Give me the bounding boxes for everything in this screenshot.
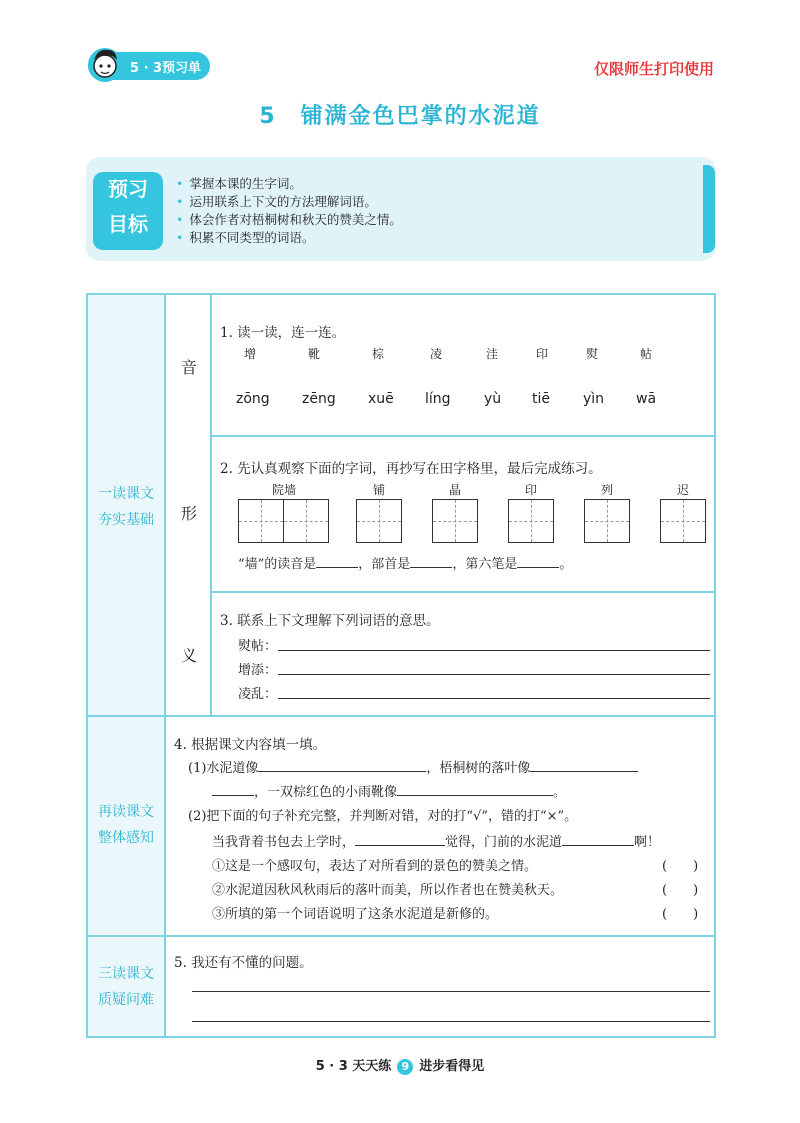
- q2-text-b: ，部首是: [358, 557, 411, 572]
- q1-prompt: 1. 读一读，连一连。: [220, 325, 346, 341]
- q1-pinyin[interactable]: xuē: [368, 391, 394, 407]
- answer-blank[interactable]: [316, 553, 358, 568]
- q2-text-d: 。: [559, 557, 573, 572]
- judge-answer-paren[interactable]: ( ): [662, 883, 699, 898]
- section-1-label: [88, 481, 164, 533]
- sub-label-form: 形: [180, 504, 197, 523]
- q1-char[interactable]: 印: [536, 347, 549, 361]
- goals-badge-line2: 目标: [108, 212, 148, 236]
- judge-answer-paren[interactable]: ( ): [662, 859, 699, 874]
- q3-term: 凌乱：: [238, 687, 278, 702]
- section-sidebar: [88, 295, 164, 1036]
- q1-pinyin[interactable]: líng: [425, 391, 451, 407]
- q1-pinyin[interactable]: zōng: [236, 391, 270, 407]
- mascot-icon: [86, 44, 124, 84]
- q2-sentence: [238, 553, 572, 572]
- answer-line[interactable]: [192, 991, 710, 992]
- answer-line[interactable]: [192, 1021, 710, 1022]
- footer-left: 5 · 3 天天练: [315, 1059, 392, 1074]
- print-restriction-notice: 仅限师生打印使用: [593, 60, 714, 78]
- q1-char[interactable]: 凌: [430, 347, 443, 361]
- section-3-label: [88, 961, 164, 1013]
- q1-char[interactable]: 增: [244, 347, 257, 361]
- tianzi-word: 院墙: [271, 483, 296, 497]
- tianzi-word: 铺: [372, 483, 385, 497]
- tianzi-word: 列: [600, 483, 613, 497]
- q3-term: 熨帖：: [238, 639, 278, 654]
- goal-item: • 掌握本课的生字词。: [176, 175, 402, 193]
- section-1-line2: 夯实基础: [98, 512, 154, 528]
- tianzi-grid-cell[interactable]: [584, 499, 630, 543]
- q1-char[interactable]: 熨: [586, 347, 599, 361]
- goal-item: • 运用联系上下文的方法理解词语。: [176, 193, 402, 211]
- tianzi-word: 晶: [448, 483, 461, 497]
- answer-line[interactable]: [278, 698, 710, 699]
- q4-judge-statement: ①这是一个感叹句，表达了对所看到的景色的赞美之情。: [212, 859, 538, 874]
- q5-prompt: 5. 我还有不懂的问题。: [174, 955, 313, 971]
- q1-char[interactable]: 洼: [486, 347, 499, 361]
- q4-part2-prompt: (2)把下面的句子补充完整，并判断对错，对的打“√”，错的打“×”。: [188, 809, 578, 824]
- answer-blank[interactable]: [258, 757, 426, 772]
- tianzi-grid-cell[interactable]: [238, 499, 284, 543]
- answer-line[interactable]: [278, 674, 710, 675]
- q4-judge-statement: ②水泥道因秋风秋雨后的落叶而美，所以作者也在赞美秋天。: [212, 883, 564, 898]
- section-3-line2: 质疑问难: [98, 992, 154, 1008]
- footer-right: 进步看得见: [419, 1059, 485, 1074]
- goals-badge: [93, 172, 163, 250]
- exercise-table: [86, 293, 716, 1038]
- tianzi-grid-cell[interactable]: [356, 499, 402, 543]
- section-2-line1: 再读课文: [98, 804, 154, 820]
- q4-part1-line1: [188, 757, 638, 776]
- tianzi-grid-cell[interactable]: [283, 499, 329, 543]
- q1-char[interactable]: 棕: [372, 347, 385, 361]
- answer-line[interactable]: [278, 650, 710, 651]
- q4-prompt: 4. 根据课文内容填一填。: [174, 737, 327, 753]
- section-1-line1: 一读课文: [98, 486, 154, 502]
- q1-pinyin[interactable]: zēng: [302, 391, 336, 407]
- q1-pinyin[interactable]: tiē: [532, 391, 550, 407]
- q2-prompt: 2. 先认真观察下面的字词，再抄写在田字格里，最后完成练习。: [220, 461, 602, 477]
- answer-blank[interactable]: [517, 553, 559, 568]
- q4-text: (1)水泥道像: [188, 761, 259, 776]
- q4-text: 啊！: [634, 835, 661, 850]
- tianzi-grid-cell[interactable]: [432, 499, 478, 543]
- q4-text: 。: [553, 785, 567, 800]
- answer-blank[interactable]: [410, 553, 452, 568]
- lesson-title: 5 铺满金色巴掌的水泥道: [259, 104, 541, 129]
- answer-blank[interactable]: [562, 831, 634, 846]
- q4-part1-line2: [212, 781, 566, 800]
- answer-blank[interactable]: [212, 781, 254, 796]
- q4-sentence: [212, 831, 660, 850]
- section-3-line1: 三读课文: [98, 966, 154, 982]
- q3-term: 增添：: [238, 663, 278, 678]
- sub-label-meaning: 义: [180, 646, 197, 665]
- goals-badge-line1: 预习: [108, 177, 148, 201]
- q2-text-c: ，第六笔是: [452, 557, 518, 572]
- tianzi-word: 迟: [676, 483, 689, 497]
- q2-text-a: “墙”的读音是: [238, 557, 317, 572]
- q4-text: 当我背着书包去上学时，: [212, 835, 356, 850]
- q4-judge-statement: ③所填的第一个词语说明了这条水泥道是新修的。: [212, 907, 499, 922]
- tianzi-grid-cell[interactable]: [660, 499, 706, 543]
- q3-prompt: 3. 联系上下文理解下列词语的意思。: [220, 613, 440, 629]
- answer-blank[interactable]: [355, 831, 445, 846]
- goal-item: • 积累不同类型的词语。: [176, 229, 402, 247]
- judge-answer-paren[interactable]: ( ): [662, 907, 699, 922]
- brand-label: 5 · 3预习单: [130, 61, 202, 76]
- q4-text: 觉得，门前的水泥道: [445, 835, 563, 850]
- page-number: 9: [397, 1059, 413, 1075]
- tianzi-grid-cell[interactable]: [508, 499, 554, 543]
- section-2-label: [88, 799, 164, 851]
- page-footer: [0, 1055, 800, 1075]
- goal-item: • 体会作者对梧桐树和秋天的赞美之情。: [176, 211, 402, 229]
- section-2-line2: 整体感知: [98, 830, 154, 846]
- tianzi-word: 印: [524, 483, 537, 497]
- goals-edge-tab: [703, 165, 715, 253]
- answer-blank[interactable]: [530, 757, 638, 772]
- q1-pinyin[interactable]: yù: [484, 391, 502, 407]
- q1-char[interactable]: 靴: [308, 347, 321, 361]
- q4-text: ，一双棕红色的小雨靴像: [254, 785, 398, 800]
- answer-blank[interactable]: [397, 781, 553, 796]
- q1-pinyin[interactable]: yìn: [583, 391, 605, 407]
- sub-label-sound: 音: [180, 358, 197, 377]
- q1-pinyin[interactable]: wā: [636, 391, 657, 407]
- q1-char[interactable]: 帖: [640, 347, 653, 361]
- goals-list: [176, 175, 402, 247]
- q4-text: ，梧桐树的落叶像: [426, 761, 531, 776]
